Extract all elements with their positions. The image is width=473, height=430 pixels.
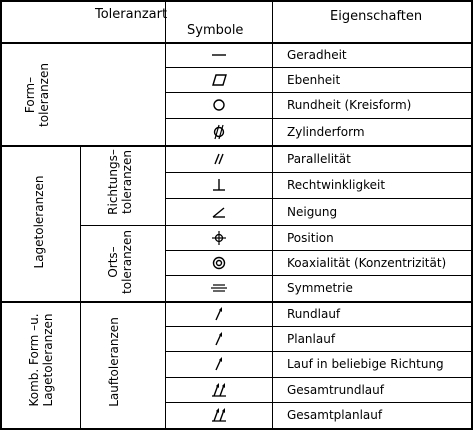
header-eigenschaften: Eigenschaften	[330, 9, 423, 24]
circular-runout-icon	[207, 302, 231, 326]
grid-line	[0, 42, 473, 44]
property-label: Parallelität	[287, 151, 351, 166]
position-icon	[207, 226, 231, 250]
property-label: Gesamtrundlauf	[287, 382, 384, 397]
group-lauf: Lauftoleranzen	[107, 317, 121, 407]
total-circular-runout-icon	[207, 378, 231, 402]
grid-line	[0, 145, 473, 147]
perpendicularity-icon	[207, 173, 231, 197]
grid-line	[80, 145, 81, 428]
grid-line	[0, 0, 473, 2]
property-label: Rechtwinkligkeit	[287, 178, 386, 192]
straightness-icon	[207, 43, 231, 67]
grid-line	[272, 0, 273, 428]
angularity-icon	[207, 200, 231, 224]
flatness-icon	[207, 68, 231, 92]
grid-line	[0, 0, 2, 430]
property-label: Symmetrie	[287, 281, 353, 295]
group-lagetoleranzen: Lagetoleranzen	[32, 175, 46, 269]
grid-line	[165, 0, 166, 428]
property-label: Neigung	[287, 204, 338, 219]
header-symbole: Symbole	[187, 23, 244, 38]
property-label: Rundlauf	[287, 306, 341, 321]
symmetry-icon	[207, 276, 231, 300]
property-label: Gesamtplanlauf	[287, 408, 383, 422]
grid-line	[80, 225, 272, 226]
group-orts: Orts– toleranzen	[106, 230, 134, 294]
property-label: Planlauf	[287, 331, 336, 346]
group-komb: Komb. Form –u. Lagetoleranzen	[27, 313, 55, 407]
circularity-icon	[207, 93, 231, 117]
concentricity-icon	[207, 251, 231, 275]
property-label: Geradheit	[287, 47, 347, 62]
group-richtung: Richtungs– toleranzen	[106, 149, 134, 215]
property-label: Koaxialität (Konzentrizität)	[287, 255, 447, 270]
property-label: Position	[287, 230, 334, 245]
property-label: Zylinderform	[287, 124, 365, 139]
group-form: Form– toleranzen	[23, 63, 51, 127]
runout-any-direction-icon	[207, 352, 231, 376]
property-label: Lauf in beliebige Richtung	[287, 357, 444, 371]
total-axial-runout-icon	[207, 403, 231, 427]
header-toleranzart: Toleranzart	[95, 7, 168, 22]
property-label: Rundheit (Kreisform)	[287, 98, 412, 112]
axial-runout-icon	[207, 327, 231, 351]
parallelism-icon	[207, 147, 231, 171]
property-label: Ebenheit	[287, 72, 341, 87]
cylindricity-icon	[207, 120, 231, 144]
grid-line	[0, 301, 473, 303]
